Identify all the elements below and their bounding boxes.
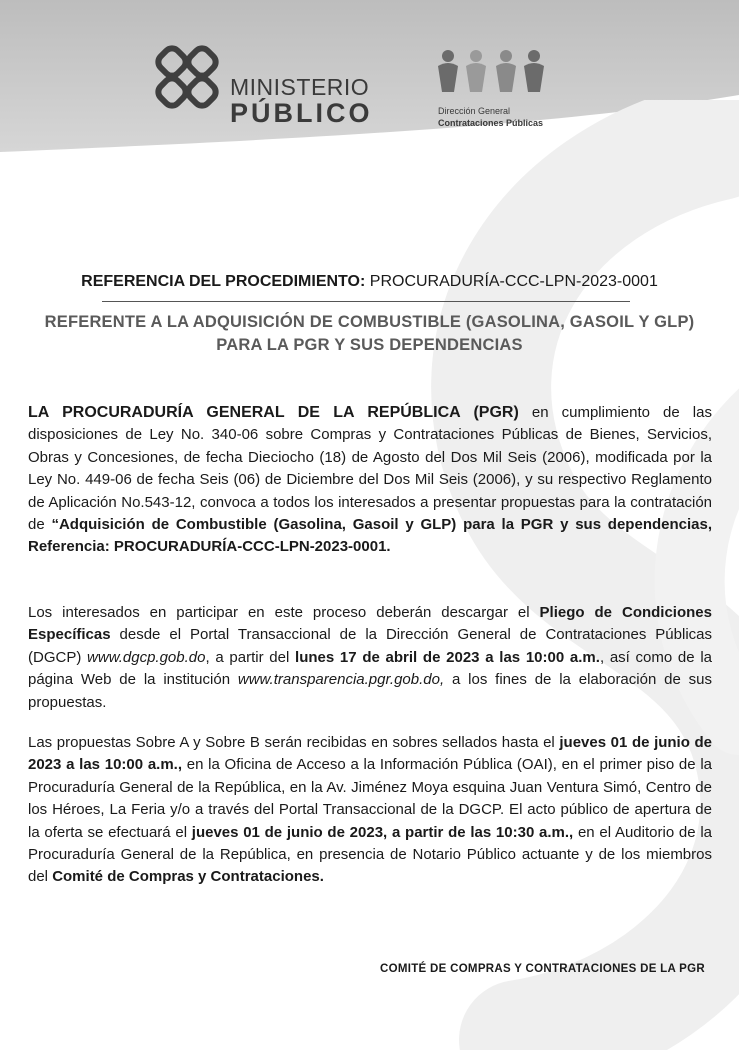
ministerio-publico-logo: [154, 44, 373, 128]
dgcp-logo-line2: Contrataciones Públicas: [438, 118, 544, 128]
paragraph-download-instructions: [28, 602, 712, 714]
committee-signature: COMITÉ DE COMPRAS Y CONTRATACIONES DE LA PGR: [380, 963, 705, 975]
p2-start-date: lunes 17 de abril de 2023 a las 10:00 a.m.: [295, 648, 600, 666]
p3-text1: Las propuestas Sobre A y Sobre B serán recibidas en sobres sellados hasta el: [28, 734, 560, 751]
paragraph-submission-details: [28, 732, 712, 889]
background-swirl-watermark: [319, 100, 739, 1050]
divider: [102, 301, 630, 302]
p2-text4: , así como de la página Web de la institución: [28, 648, 713, 689]
transparency-url-link[interactable]: www.transparencia.pgr.gob.do,: [237, 671, 445, 689]
reference-label: REFERENCIA DEL PROCEDIMIENTO:: [81, 273, 366, 290]
p2-bold1: Pliego de Condiciones Específicas: [28, 604, 712, 644]
p2-text3: , a partir del: [205, 648, 296, 666]
p2-text2: desde el Portal Transaccional de la Dirección General de Contrataciones Públicas (DGCP): [28, 626, 712, 666]
p3-deadline: jueves 01 de junio de 2023 a las 10:00 a.m.,: [28, 734, 712, 774]
p3-text3: en el Auditorio de la Procuraduría General de la República, en presencia de Notario Público actuante y de los miembros del: [28, 823, 712, 886]
ministerio-publico-emblem-icon: [154, 44, 220, 110]
reference-code: PROCURADURÍA-CCC-LPN-2023-0001: [369, 273, 658, 290]
p2-text5: a los fines de la elaboración de sus propuestas.: [28, 671, 713, 711]
procedure-reference: [0, 273, 739, 291]
paragraph-convocation: [28, 402, 712, 559]
p1-procurement-title: “Adquisición de Combustible (Gasolina, Gasoil y GLP) para la PGR y sus dependencias, Referencia: PROCURADURÍA-CCC-LPN-2023-0001.: [28, 516, 713, 556]
p3-committee: Comité de Compras y Contrataciones.: [52, 868, 324, 886]
ministerio-logo-text: MINISTERIO: [230, 74, 370, 100]
dgcp-url-link[interactable]: www.dgcp.gob.do: [87, 648, 206, 666]
procedure-subject: REFERENTE A LA ADQUISICIÓN DE COMBUSTIBLE (GASOLINA, GASOIL Y GLP) PARA LA PGR Y SUS DEPENDENCIAS: [44, 313, 695, 354]
dgcp-logo: [436, 48, 586, 138]
p3-opening-date: jueves 01 de junio de 2023, a partir de las 10:30 a.m.,: [191, 823, 574, 841]
p2-text1: Los interesados en participar en este proceso deberán descargar el: [28, 604, 540, 621]
p3-text2: en la Oficina de Acceso a la Información Pública (OAI), en el primer piso de la Procuraduría General de la República, en la Av. Jiménez Moya esquina Juan Ventura Simó, Centro de los Héroes, La Feria y/o a través del Portal Transaccional de la DGCP. El acto público de apertura de la oferta se efectuará el: [28, 756, 713, 841]
dgcp-logo-line1: Dirección General: [438, 106, 511, 116]
dgcp-people-emblem-icon: [436, 48, 548, 94]
institution-name: LA PROCURADURÍA GENERAL DE LA REPÚBLICA (PGR): [28, 404, 519, 421]
p1-text1: en cumplimiento de las disposiciones de Ley No. 340-06 sobre Compras y Contrataciones Públicas de Bienes, Servicios, Obras y Concesiones, de fecha Dieciocho (18) de Agosto del Dos Mil Seis (2006), modificada por la Ley No. 449-06 de fecha Seis (06) de Diciembre del Dos Mil Seis (2006), y su respectivo Reglamento de Aplicación No.543-12, convoca a todos los interesados a presentar propuestas para la contratación de: [28, 404, 712, 534]
publico-logo-text: PÚBLICO: [230, 98, 373, 128]
